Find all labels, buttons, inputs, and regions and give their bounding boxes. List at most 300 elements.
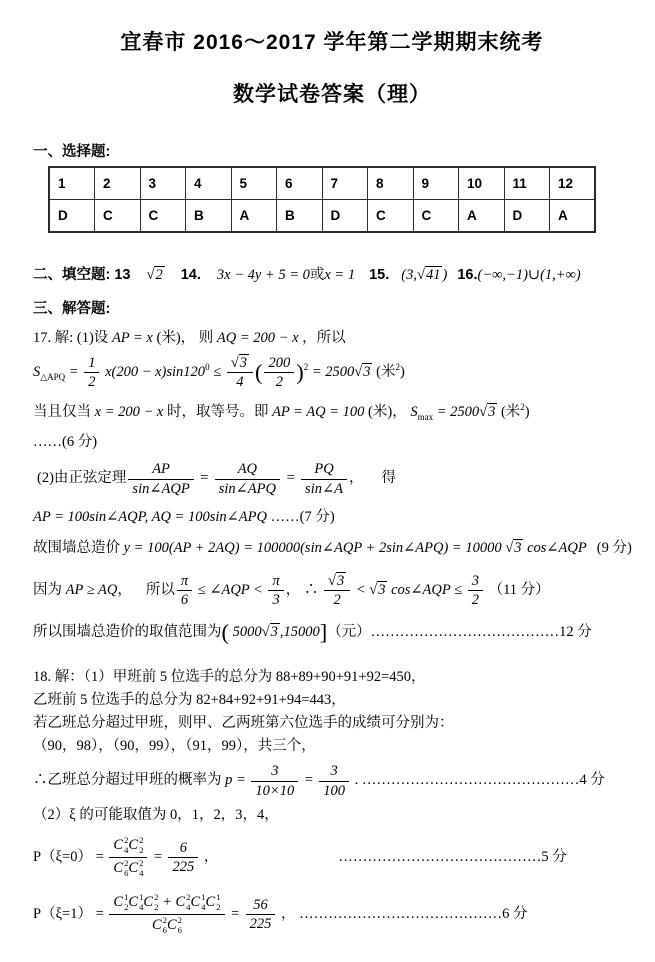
q17-range xyxy=(33,573,631,608)
denominator xyxy=(301,480,347,497)
section-choice-heading: 一、选择题: xyxy=(33,144,111,160)
numerator xyxy=(264,355,294,373)
script-sub: 2 xyxy=(124,901,129,912)
numerator xyxy=(468,573,483,591)
answer-cell: A xyxy=(231,200,277,233)
scripted-symbol xyxy=(152,916,167,936)
document-page xyxy=(0,26,655,936)
text: 时，取等号。即 xyxy=(163,404,273,421)
script-base: C xyxy=(143,894,154,911)
question-number-cell: 9 xyxy=(413,167,459,200)
script-base: C xyxy=(175,894,186,911)
answer-table-body xyxy=(49,167,595,232)
numerator xyxy=(268,573,283,591)
math-text: sin∠A xyxy=(305,480,343,497)
script-sub: 6 xyxy=(124,867,129,878)
text: 当且仅当 xyxy=(33,404,95,421)
scripted-symbol xyxy=(113,893,128,913)
denominator xyxy=(168,858,198,875)
script-sub: 2 xyxy=(216,901,221,912)
scripted-symbol xyxy=(128,859,143,879)
answer-number-row xyxy=(49,167,595,200)
math-text: 6 xyxy=(180,592,189,609)
text: 所以 xyxy=(145,581,175,598)
script-sub: 4 xyxy=(186,901,191,912)
scripted-symbol xyxy=(143,893,158,913)
math-text: AP = AQ = 100 xyxy=(272,404,365,421)
radical-sign: √ xyxy=(230,355,239,372)
denominator xyxy=(109,915,224,936)
script-base: C xyxy=(128,837,139,854)
math-text: 3 xyxy=(336,572,345,589)
math-text: 3 xyxy=(378,581,386,598)
script-stack xyxy=(139,859,143,879)
answer-cell: C xyxy=(413,200,459,233)
math-text: = xyxy=(195,470,213,487)
text: （90，98），（90，99），（91，99），共三个， xyxy=(33,738,316,755)
math-text: AQ = 200 − x xyxy=(216,330,299,346)
radicand xyxy=(487,403,497,420)
fraction xyxy=(128,461,193,496)
sqrt xyxy=(262,622,280,643)
text: ……………………………………5 分 xyxy=(338,848,567,865)
fraction xyxy=(109,836,147,879)
script-sub: 4 xyxy=(139,901,144,912)
denominator xyxy=(109,858,147,879)
q18-yi-total xyxy=(33,690,631,711)
text: ……(7 分) xyxy=(266,508,335,525)
solutions xyxy=(33,328,631,936)
answer-cell: C xyxy=(95,200,141,233)
radical-sign: √ xyxy=(327,572,336,589)
denominator xyxy=(468,591,483,608)
script-base: C xyxy=(166,917,177,934)
fraction xyxy=(264,355,294,390)
math-text: 3 xyxy=(363,364,371,381)
script-base: S xyxy=(33,364,41,381)
text: 若乙班总分超过甲班，则甲、乙两班第六位选手的成绩可分别为： xyxy=(33,715,454,732)
math-text: sin∠AQP xyxy=(132,480,190,497)
math-text: 3 xyxy=(271,763,279,780)
math-text: y = 100(AP + 2AQ) = 100000(sin∠AQP + 2sin∠APQ) = 10000 xyxy=(123,539,506,556)
question-number-cell: 11 xyxy=(504,167,550,200)
text: ……(6 分) xyxy=(33,434,98,451)
denominator xyxy=(177,591,192,608)
bold-text: 15. xyxy=(369,267,390,283)
radical-sign: √ xyxy=(479,404,488,421)
answer-letter-row xyxy=(49,200,595,233)
fraction xyxy=(268,573,283,608)
text: ，所以 xyxy=(298,330,346,346)
question-number-cell: 10 xyxy=(459,167,505,200)
fraction xyxy=(168,840,198,875)
radical-sign: √ xyxy=(369,581,378,598)
answer-cell: C xyxy=(140,200,186,233)
section-blank-heading: 二、填空题: 13 xyxy=(33,267,131,283)
question-number-cell: 4 xyxy=(186,167,232,200)
script-sub: 4 xyxy=(139,867,144,878)
numerator xyxy=(246,897,276,915)
numerator xyxy=(177,573,192,591)
answer-cell: B xyxy=(186,200,232,233)
math-text: = xyxy=(300,772,318,789)
q18-p-xi-1 xyxy=(33,893,631,936)
text: 故围墙总造价 xyxy=(33,539,124,556)
math-text: 6 xyxy=(179,839,187,856)
math-text: 10×10 xyxy=(255,782,295,799)
radicand xyxy=(425,266,443,283)
text: 18. 解：（1）甲班前 5 位选手的总分为 88+89+90+91+92=450， xyxy=(33,669,426,686)
text: （元）…………………………………12 分 xyxy=(327,624,592,641)
fraction xyxy=(468,573,483,608)
denominator xyxy=(227,373,253,390)
math-text: = xyxy=(149,848,167,865)
sqrt xyxy=(505,538,523,559)
fraction xyxy=(215,461,280,496)
math-text: 1 xyxy=(88,355,96,372)
text: 因为 xyxy=(33,581,66,598)
math-text: AP = x xyxy=(111,330,153,346)
scripted-symbol xyxy=(175,893,190,913)
answer-cell: A xyxy=(459,200,505,233)
text: 得 xyxy=(381,470,396,487)
script-sub: 2 xyxy=(139,844,144,855)
radicand xyxy=(270,623,280,640)
numerator xyxy=(109,836,147,858)
math-text: (3, xyxy=(401,267,417,283)
numerator xyxy=(215,461,280,479)
scripted-symbol xyxy=(113,859,128,879)
fraction xyxy=(251,763,298,798)
text: P（ξ=0） = xyxy=(33,848,108,865)
math-text: 200 xyxy=(268,355,291,372)
superscript: 2 xyxy=(303,362,309,373)
script-stack xyxy=(178,916,182,936)
math-text: cos∠AQP xyxy=(523,539,587,556)
blank-answers xyxy=(137,267,581,283)
script-sup: 2 xyxy=(124,834,129,845)
text: ) xyxy=(524,404,530,421)
answer-cell: C xyxy=(368,200,414,233)
script-base: C xyxy=(190,894,201,911)
fraction xyxy=(227,355,253,390)
math-text: 3 xyxy=(239,355,247,372)
text: ， ∴ xyxy=(285,581,322,598)
math-text: 225 xyxy=(249,915,272,932)
q18-probability xyxy=(33,763,631,798)
math-text: = xyxy=(226,905,244,922)
math-text: 2 xyxy=(155,267,163,283)
numerator xyxy=(84,355,99,373)
q18-pairs xyxy=(33,736,631,757)
denominator xyxy=(84,373,99,390)
math-text: 2 xyxy=(333,592,341,609)
script-sub: 4 xyxy=(124,844,129,855)
math-text: 225 xyxy=(172,858,195,875)
script-base: C xyxy=(151,917,162,934)
script-sup: 1 xyxy=(216,891,221,902)
text: (米)， xyxy=(364,404,411,421)
math-text: + xyxy=(158,894,176,911)
sqrt xyxy=(417,267,442,284)
radicand xyxy=(377,581,387,598)
math-text: 2 xyxy=(88,374,96,391)
text: ， ……………………………………6 分 xyxy=(277,905,528,922)
script-stack xyxy=(216,893,220,913)
math-text: 3 xyxy=(330,763,338,780)
math-text: = 2500 xyxy=(433,404,480,421)
text: ∴乙班总分超过甲班的概率为 xyxy=(33,772,226,789)
q17-total-cost xyxy=(33,538,631,559)
question-number-cell: 7 xyxy=(322,167,368,200)
section-solve-heading: 三、解答题: xyxy=(33,301,111,317)
numerator xyxy=(168,840,198,858)
scripted-symbol xyxy=(191,893,206,913)
radicand xyxy=(154,266,164,283)
numerator xyxy=(227,355,253,373)
numerator xyxy=(251,763,298,781)
math-text: x = 1 xyxy=(324,267,356,283)
math-text: AQ xyxy=(237,461,258,478)
script-base: C xyxy=(113,894,124,911)
script-base: C xyxy=(128,860,139,877)
sqrt xyxy=(479,402,497,423)
math-text: π xyxy=(272,572,280,589)
answer-table xyxy=(48,166,596,233)
answer-cell: D xyxy=(49,200,95,233)
math-text: ≤ xyxy=(209,364,225,381)
question-number-cell: 5 xyxy=(231,167,277,200)
fraction xyxy=(324,573,350,608)
script-sup: 1 xyxy=(139,891,144,902)
text: 或 xyxy=(309,267,325,283)
math-text: = 2500 xyxy=(308,364,355,381)
math-text: (−∞,−1)∪(1,+∞) xyxy=(477,267,581,283)
math-text: 3 xyxy=(514,539,522,556)
math-text: = xyxy=(65,364,83,381)
text: ， xyxy=(348,470,364,487)
text: (9 分) xyxy=(596,539,632,556)
script-sub: △APQ xyxy=(40,371,66,382)
sqrt xyxy=(369,580,387,601)
script-sub: 4 xyxy=(201,901,206,912)
script-base: C xyxy=(113,837,124,854)
radical-sign: √ xyxy=(354,364,363,381)
script-sup: 1 xyxy=(124,891,129,902)
text: 17. 解: (1)设 xyxy=(33,330,112,346)
script-sub: max xyxy=(417,412,434,423)
radicand xyxy=(239,354,249,371)
math-text: 4 xyxy=(236,374,244,391)
script-sub: 2 xyxy=(154,901,159,912)
page-subtitle: 数学试卷答案（理） xyxy=(233,83,431,106)
big-paren: ) xyxy=(296,359,304,385)
question-number-cell: 2 xyxy=(95,167,141,200)
math-text: 3 xyxy=(471,572,479,589)
fill-in-answers xyxy=(33,263,631,284)
math-text: sin∠APQ xyxy=(218,480,276,497)
script-sup: 2 xyxy=(139,857,144,868)
math-text: 41 xyxy=(425,267,441,283)
math-text: x(200 − x)sin120 xyxy=(101,364,206,381)
math-text: 2 xyxy=(275,374,283,391)
math-text: 2 xyxy=(471,592,479,609)
text: ， xyxy=(117,581,132,598)
fraction xyxy=(177,573,192,608)
denominator xyxy=(251,782,298,799)
script-sup: 2 xyxy=(177,914,182,925)
bold-text: 16. xyxy=(457,267,478,283)
superscript: 2 xyxy=(395,362,400,373)
text: (2)由正弦定理 xyxy=(37,470,127,487)
text: （11 分） xyxy=(484,581,550,598)
math-text: 3x − 4y + 5 = 0 xyxy=(216,267,310,283)
scripted-symbol xyxy=(113,836,128,856)
superscript: 2 xyxy=(520,402,525,413)
denominator xyxy=(268,591,283,608)
denominator xyxy=(264,373,294,390)
math-text: 3 xyxy=(272,592,280,609)
math-text: ≤ ∠AQP < xyxy=(194,581,267,598)
scripted-symbol xyxy=(206,893,221,913)
numerator xyxy=(319,763,349,781)
math-text: ,15000 xyxy=(279,624,320,641)
question-number-cell: 6 xyxy=(277,167,323,200)
fraction xyxy=(84,355,99,390)
sqrt xyxy=(231,355,249,371)
sqrt xyxy=(354,362,372,383)
answer-cell: D xyxy=(504,200,550,233)
math-text: 3 xyxy=(270,624,278,641)
radicand xyxy=(513,539,523,556)
scripted-symbol xyxy=(128,836,143,856)
radical-sign: √ xyxy=(261,624,270,641)
math-text: p = xyxy=(225,772,250,789)
question-number-cell: 12 xyxy=(550,167,596,200)
answer-cell: A xyxy=(550,200,596,233)
math-text: 3 xyxy=(488,404,496,421)
big-paren: ] xyxy=(319,619,328,645)
math-text: x = 200 − x xyxy=(94,404,164,421)
math-text: ) xyxy=(442,267,448,283)
scripted-symbol xyxy=(128,893,143,913)
script-sup: 2 xyxy=(162,914,167,925)
q17-ap-aq xyxy=(33,507,631,528)
numerator xyxy=(301,461,347,479)
scripted-symbol xyxy=(410,402,433,424)
text: ) xyxy=(399,364,405,381)
math-text: AP xyxy=(152,461,170,478)
fraction xyxy=(301,461,347,496)
math-text: AP ≥ AQ xyxy=(65,581,118,598)
q17-conclusion xyxy=(33,619,631,645)
text: 所以围墙总造价的取值范围为 xyxy=(33,624,222,641)
q18-p-xi-0 xyxy=(33,836,631,879)
math-text: π xyxy=(180,572,189,589)
script-base: C xyxy=(205,894,216,911)
numerator xyxy=(109,893,224,915)
radical-sign: √ xyxy=(417,267,425,283)
math-text: AP = 100sin∠AQP, AQ = 100sin∠APQ xyxy=(33,508,267,525)
q17-setup xyxy=(33,328,631,349)
script-sub: 6 xyxy=(177,924,182,935)
text: P（ξ=1） = xyxy=(33,905,108,922)
sqrt xyxy=(147,267,165,284)
math-text: 100 xyxy=(323,782,346,799)
scripted-symbol xyxy=(33,362,65,384)
radicand xyxy=(336,572,346,589)
script-sub: 6 xyxy=(162,924,167,935)
math-text: < xyxy=(352,581,370,598)
radical-sign: √ xyxy=(146,267,155,283)
q17-sine-rule xyxy=(33,461,631,496)
big-paren: ( xyxy=(255,359,263,385)
script-sup: 2 xyxy=(154,891,159,902)
denominator xyxy=(215,480,280,497)
math-text: 5000 xyxy=(228,624,262,641)
text: . ………………………………………4 分 xyxy=(351,772,605,789)
fraction xyxy=(109,893,224,936)
script-sup: 2 xyxy=(139,834,144,845)
script-sup: 1 xyxy=(201,891,206,902)
scripted-symbol xyxy=(167,916,182,936)
text: (米 xyxy=(497,404,521,421)
answer-cell: D xyxy=(322,200,368,233)
answer-cell: B xyxy=(277,200,323,233)
numerator xyxy=(324,573,350,591)
script-sup: 2 xyxy=(124,857,129,868)
sqrt xyxy=(328,573,346,589)
text: (米)， 则 xyxy=(152,330,217,346)
text: ， xyxy=(200,848,219,865)
text: （2）ξ 的可能取值为 0，1，2，3，4， xyxy=(33,806,279,823)
fraction xyxy=(246,897,276,932)
superscript: 0 xyxy=(205,362,210,373)
numerator xyxy=(128,461,193,479)
bold-text: 14. xyxy=(180,267,201,283)
math-text: PQ xyxy=(314,461,334,478)
q17-mark-6 xyxy=(33,432,631,453)
q18-jia-total xyxy=(33,667,631,688)
radical-sign: √ xyxy=(505,539,514,556)
fraction xyxy=(319,763,349,798)
denominator xyxy=(324,591,350,608)
radicand xyxy=(362,363,372,380)
page-title: 宜春市 2016～2017 学年第二学期期末统考 xyxy=(120,31,544,54)
math-text: 56 xyxy=(253,896,268,913)
script-sup: 2 xyxy=(186,891,191,902)
q18-xi-values xyxy=(33,805,631,826)
script-base: S xyxy=(410,404,418,421)
script-stack xyxy=(139,836,143,856)
big-paren: ( xyxy=(221,619,229,645)
question-number-cell: 1 xyxy=(49,167,95,200)
q18-condition xyxy=(33,713,631,734)
question-number-cell: 8 xyxy=(368,167,414,200)
q17-area-formula xyxy=(33,355,631,390)
q17-equality xyxy=(33,402,631,424)
text: (米 xyxy=(372,364,396,381)
script-base: C xyxy=(113,860,124,877)
denominator xyxy=(319,782,349,799)
script-base: C xyxy=(128,894,139,911)
math-text: cos∠AQP ≤ xyxy=(387,581,466,598)
denominator xyxy=(246,915,276,932)
question-number-cell: 3 xyxy=(140,167,186,200)
denominator xyxy=(128,480,193,497)
text: 乙班前 5 位选手的总分为 82+84+92+91+94=443， xyxy=(33,692,346,709)
math-text: = xyxy=(282,470,300,487)
